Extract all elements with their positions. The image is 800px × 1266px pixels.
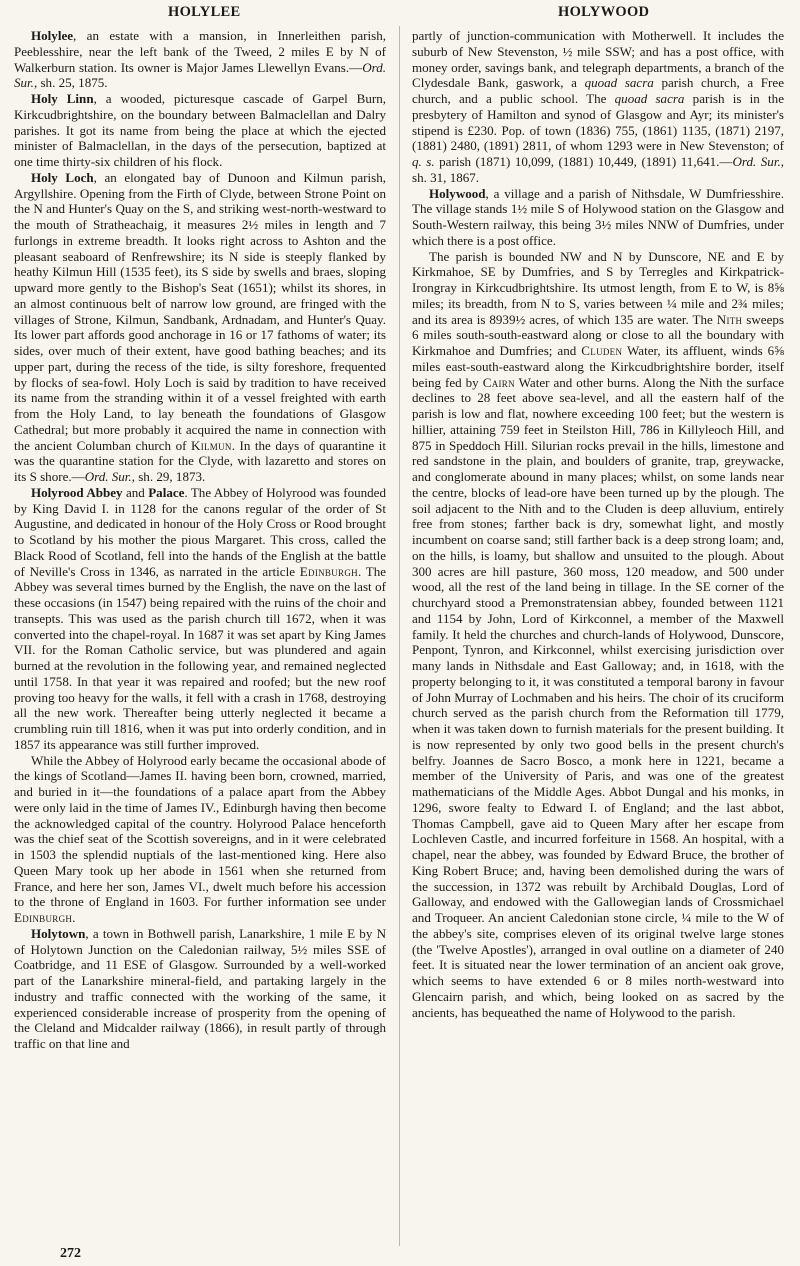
- cross-reference: Cluden: [581, 343, 623, 358]
- entry-text: , sh. 31, 1867.: [412, 154, 784, 185]
- cross-reference: Kilmun: [190, 437, 232, 453]
- entry-text: partly of junction-communication with Motherwell. It includes the suburb of New Stevenston, ½ mile SSW; and has a post office, with money order, savings bank, and telegraph departments, a branch of the Clydesdale Bank, gaswork, a: [412, 28, 784, 91]
- cross-reference: Edinburgh: [14, 910, 73, 925]
- entry-text: parish is in the presbytery of Hamilton and synod of Glasgow and Ayr; its minister's stipend is £230. Pop. of town (1836) 755, (1861) 1135, (1871) 2197, (1881) 2480, (1891) 2811, of whom 1293 were in New Stevenston; of: [412, 91, 784, 154]
- entry-holyrood-para-2: [14, 753, 386, 926]
- entry-text: , a town in Bothwell parish, Lanarkshire, 1 mile E by N of Holytown Junction on the Caledonian railway, 5½ miles SSE of Coatbridge, and 11 ESE of Glasgow. Surrounded by a well-worked part of the Lanarkshire mineral-field, and partaking largely in the industry and traffic connected with the working of the same, it experienced considerable increase of prosperity from the opening of the Cleland and Midcalder railway (1866), in result partly of through traffic on that line and: [14, 925, 386, 1051]
- headword: Holywood: [429, 185, 486, 201]
- entry-holytown: [14, 926, 386, 1052]
- headword: Holyrood Abbey: [31, 484, 123, 500]
- entry-text: Water, its affluent, winds 6⅝ miles east-south-eastward along the Kirkcudbrightshire border, itself being fed by: [412, 343, 784, 390]
- entry-holylee: [14, 28, 386, 91]
- column-rule: [399, 26, 400, 1246]
- entry-text: , an elongated bay of Dunoon and Kilmun parish, Argyllshire. Opening from the Firth of Clyde, between Strone Point on the N and Hunter's Quay on the S, and striking west-north-westward to the mouth of Stratheachaig, it measures 2½ miles in length and 7 furlongs in extreme breadth. It looks right across to Ashton and the pleasant seaboard of Renfrewshire; its N side is steeply flanked by heathy Kilmun Hill (1535 feet), its S side by swells and braes, sloping upward more gently to the Bishop's Seat (1651); whilst its shores, in an almost continuous belt of narrow low ground, are fringed with the villages of Strone, Kilmun, Sandbank, Ardnadam, and Hunter's Quay. Its lower part affords good anchorage in 16 or 17 fathoms of water; its sides, over much of their extent, have good bathing beaches; and its upper part, during the recess of the tide, is silty foreshore, frequented by flocks of sea-fowl. Holy Loch is said by tradition to have received its name from the stranding within it of a vessel freighted with earth from the Holy Land, to lay beneath the foundations of Glasgow Cathedral; but more probably it acquired the name in connection with the ancient Columban church of: [14, 169, 386, 453]
- entry-text: q. s.: [412, 154, 435, 169]
- headword: Palace: [148, 484, 185, 500]
- cross-reference: Edinburgh: [299, 563, 358, 579]
- entry-holyrood: [14, 485, 386, 753]
- entry-text: quoad sacra: [614, 91, 685, 106]
- ordnance-survey-ref: Ord. Sur.: [14, 59, 386, 91]
- entry-text: , sh. 29, 1873.: [131, 469, 206, 484]
- entry-text: . The Abbey of Holyrood was founded by King David I. in 1128 for the canons regular of the order of St Augustine, and dedicated in honour of the Holy Cross or Rood brought to Scotland by his mother the pious Margaret. This cross, called the Black Rood of Scotland, fell into the hands of the English at the battle of Neville's Cross in 1346, as narrated in the article: [14, 484, 386, 579]
- running-head-left: HOLYLEE: [168, 4, 241, 20]
- entry-text: While the Abbey of Holyrood early became the occasional abode of the kings of Scotland—James II. having been born, crowned, married, and buried in it—the foundations of a palace apart from the Abbey were only laid in the time of James IV., Edinburgh having then become the acknowledged capital of the country. Holyrood Palace henceforth was the chief seat of the Scottish sovereigns, and in it were celebrated in 1503 the splendid nuptials of the last-mentioned king. Here also Queen Mary took up her abode in 1561 when she returned from France, and here her son, James VI., dwelt much before his accession to the throne of England in 1603. For further information see under: [14, 752, 386, 910]
- entry-text: sweeps 6 miles south-south-eastward along or close to all the boundary with Kirkmahoe and Dumfries; and: [412, 311, 784, 358]
- entry-text: . In the days of quarantine it was the quarantine station for the Clyde, with lazaretto and stores on its S shore.—: [14, 437, 386, 484]
- entry-text: Water and other burns. Along the Nith the surface declines to 28 feet above sea-level, and all the eastern half of the parish is low and flat, nowhere exceeding 100 feet; but the western is hillier, attaining 759 feet in Steilston Hill, 786 in Killyleoch Hill, and 875 in Speddoch Hill. Silurian rocks prevail in the hills, limestone and red sandstone in the plain, and boulders of granite, trap, greywacke, and conglomerate abound in many places; whilst, on some lands near the centre, blocks of lead-ore have been turned up by the plough. The soil adjacent to the Nith and to the Cluden is deep alluvium, entirely free from stones; farther back is dry, somewhat light, and mostly incumbent on coarse sand; still farther back is a deep strong loam; and, on the hills, is loamy, but shallow and unsuited to the plough. About 300 acres are hill pasture, 360 moss, 120 meadow, and 500 under wood, all the rest of the land being in tillage. In the SE corner of the churchyard stood a Premonstratensian abbey, founded between 1121 and 1154 by John, Lord of Kirkconnel, a member of the Maxwell family. It held the churches and church-lands of Holywood, Dunscore, Penpont, Tynron, and Kirkconnel, whilst exercising jurisdiction over many lands in Nithsdale and East Galloway; and, in 1618, with the property belonging to it, it was constituted a temporal barony in favour of John Murray of Lochmaben and his heirs. The choir of its cruciform church served as the parish church from the Reformation till 1779, when it was taken down to furnish materials for the present building. It is now represented by only two good bells in the present church's belfry. Joannes de Sacro Bosco, a monk here in 1221, became a member of the University of Paris, and was one of the greatest mathematicians of the Middle Ages. Abbot Dungal and his monks, in 1296, swore fealty to Edward I. of England; and the last abbot, Thomas Campbell, gave aid to Queen Mary after her escape from Lochleven Castle, and incurred forfeiture in 1568. An hospital, with a chapel, near the abbey, was founded by Edward Bruce, the brother of King Robert Bruce; and, having been demolished during the wars of the succession, in 1372 was rebuilt by Archibald Douglas, Lord of Galloway, and endowed with the Gallowegian lands of Crossmichael and Troqueer. An ancient Caledonian stone circle, ¼ mile to the W of the abbey's site, comprises eleven of its original twelve large stones (the 'Twelve Apostles'), arranged in oval outline on a diameter of 240 feet. It is situated near the lower termination of an ancient oak grove, which seems to have extended 6 or 8 miles north-westward into Glencairn parish, and which, being looked on as sacred by the ancients, has bequeathed the name of Holywood to the parish.: [412, 374, 784, 1020]
- entry-holywood-parish: [412, 249, 784, 1021]
- entry-text: , sh. 25, 1875.: [33, 75, 108, 91]
- headword: Holylee: [31, 28, 74, 43]
- ordnance-survey-ref: Ord. Sur.: [732, 154, 781, 169]
- entry-text: and: [122, 484, 149, 500]
- headword: Holy Loch: [31, 169, 94, 185]
- entry-holywood: [412, 186, 784, 249]
- left-column: [14, 28, 386, 1052]
- entry-text: , a village and a parish of Nithsdale, W Dumfriesshire. The village stands 1½ mile S of Holywood station on the Glasgow and South-Western railway, this being 3½ miles NNW of Dumfries, under which there is a post office.: [412, 185, 784, 248]
- ordnance-survey-ref: Ord. Sur.: [84, 469, 132, 484]
- entry-text: .: [72, 910, 76, 925]
- entry-holytown-continued: [412, 28, 784, 186]
- entry-text: The parish is bounded NW and N by Dunscore, NE and E by Kirkmahoe, SE by Dumfries, and S by Terregles and Kirkpatrick-Irongray in Kirkcudbrightshire. Its utmost length, from E to W, is 8⅝ miles; its breadth, from N to S, varies between ¼ mile and 2¾ miles; and its area is 8939½ acres, of which 135 are water. The: [412, 248, 784, 327]
- cross-reference: Cairn: [482, 374, 515, 390]
- entry-text: quoad sacra: [584, 75, 654, 91]
- entry-text: parish church, a Free church, and a public school. The: [412, 75, 784, 106]
- entry-text: . The Abbey was several times burned by the English, the nave on the last of these occasions (in 1547) being repaired with the ruins of the choir and transepts. This was used as the parish church till 1672, when it was converted into the chapel-royal. In 1687 it was set apart by King James VII. for the Roman Catholic service, but was plundered and again burned at the revolution in the following year, and remained neglected until 1758. In that year it was repaired and roofed; but the new roof proving too heavy for the walls, it fell with a crash in 1768, destroying all the new work. Thereafter being utterly neglected it became a crumbling ruin till 1816, when it was put into orderly condition, and in 1857 its appearance was still further improved.: [14, 563, 387, 752]
- entry-text: parish (1871) 10,099, (1881) 10,449, (1891) 11,641.—: [434, 154, 733, 169]
- entry-text: , an estate with a mansion, in Innerleithen parish, Peeblesshire, near the left bank of the Tweed, 2 miles E by N of Walkerburn station. Its owner is Major James Llewellyn Evans.—: [14, 28, 386, 75]
- headword: Holy Linn: [31, 91, 94, 106]
- entry-holy-loch: [14, 170, 386, 485]
- page-number: 272: [60, 1246, 81, 1261]
- entry-holy-linn: [14, 91, 386, 170]
- cross-reference: Nith: [716, 311, 743, 327]
- entry-text: , a wooded, picturesque cascade of Garpel Burn, Kirkcudbrightshire, on the boundary between Balmaclellan and Dalry parishes. It got its name from being the place at which the ejected minister of Balmaclellan, in the days of the persecution, baptized at one time thirty-six children of his flock.: [14, 91, 386, 169]
- headword: Holytown: [31, 925, 86, 941]
- right-column: [412, 28, 784, 1020]
- running-head-right: HOLYWOOD: [558, 4, 650, 20]
